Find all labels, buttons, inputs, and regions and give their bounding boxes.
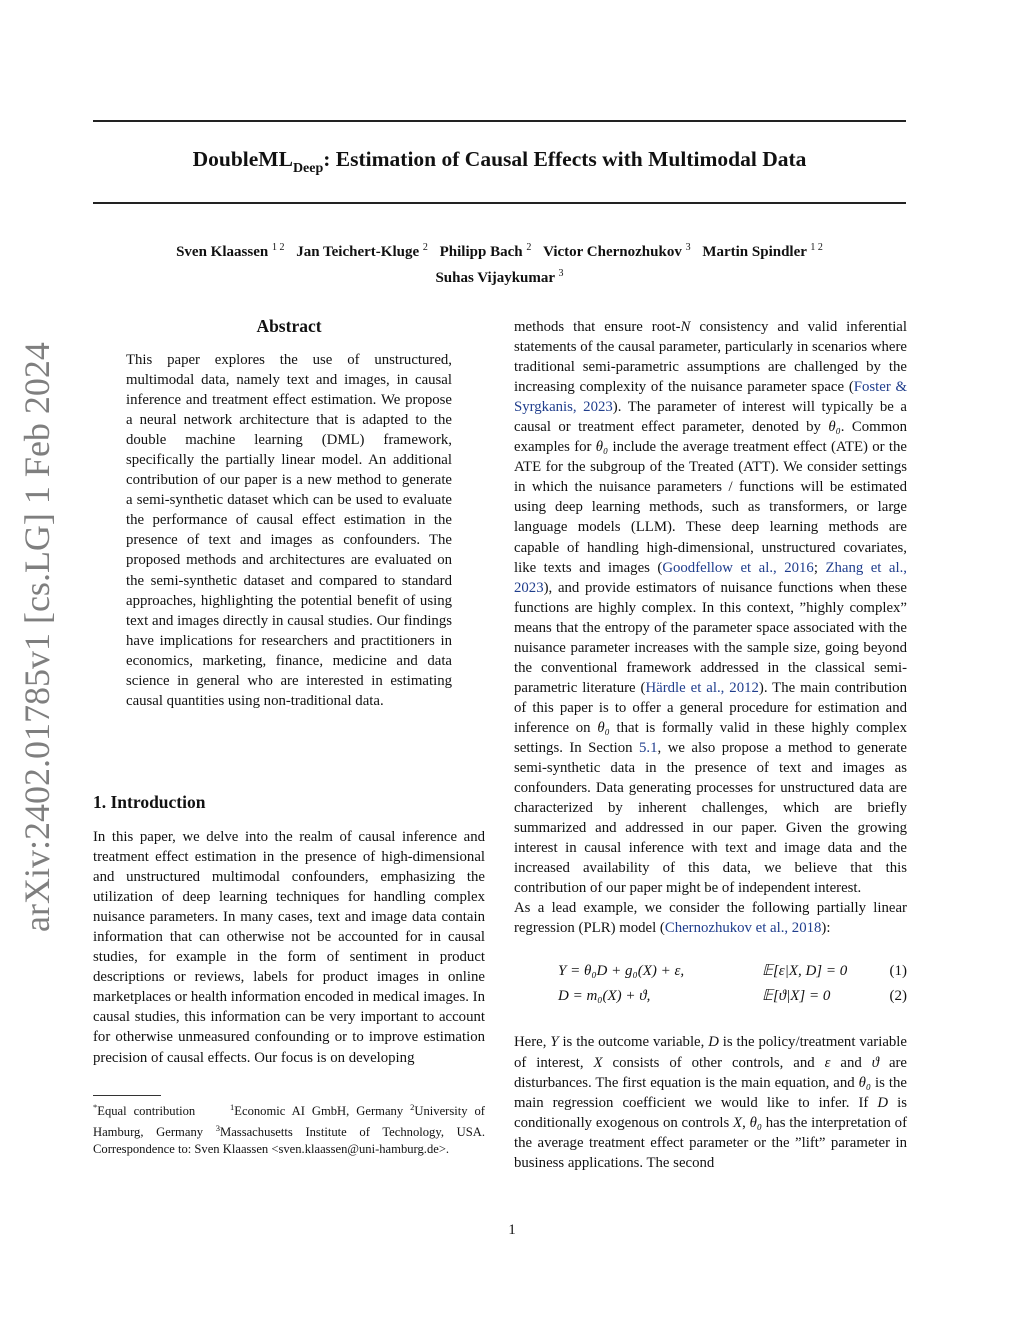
equation-row: Y = θ₀D + g₀(X) + ε, 𝔼[ε|X, D] = 0 (1) bbox=[558, 963, 907, 980]
paragraph: methods that ensure root-N consistency and valid inferential statements of the causal parameter, particularly in scenarios where traditional semi-parametric assumptions are challenged by the increasing complexity of the nuisance parameter space (Foster & Syrgkanis, 2023). The parameter of interest will typically be a causal or treatment effect parameter, denoted by θ₀. Common examples for θ₀ include the average treatment effect (ATE) or the ATE for the subgroup of the Treated (ATT). We consider settings in which the nuisance parameters / functions will be estimated using deep learning methods, such as transformers, or large language models (LLM). These deep learning methods are capable of handling high-dimensional, unstructured covariates, like texts and images (Goodfellow et al., 2016; Zhang et al., 2023), and provide estimators of nuisance functions when these functions are highly complex. In this context, ”highly complex” means that the entropy of the parameter space associated with the nuisance parameter increases with the sample size, going beyond the conventional framework addressed in the classical semi-parametric literature (Härdle et al., 2012). The main contribution of this paper is to offer a general procedure for estimation and inference on θ₀ that is formally valid in these highly complex settings. In Section 5.1, we also propose a method to generate semi-synthetic data in the presence of text and images as confounders. Data generating processes for unstructured data are characterized by inherent challenges, which are briefly summarized and addressed in our paper. Given the growing interest in causal inference with text and image data and the increased availability of this data, we believe that this contribution of our paper might be of independent interest. bbox=[514, 319, 908, 897]
title-rule-bottom bbox=[93, 202, 906, 204]
author: Suhas Vijaykumar $^3$ bbox=[435, 268, 564, 286]
title-rule-top bbox=[93, 120, 906, 122]
author-list bbox=[93, 237, 906, 289]
citation-link[interactable]: Goodfellow et al., 2016 bbox=[662, 559, 814, 576]
author: Philipp Bach $^2$ bbox=[439, 242, 532, 260]
right-column bbox=[514, 317, 907, 1173]
plr-equations bbox=[514, 959, 907, 1015]
author: Jan Teichert-Kluge $^2$ bbox=[296, 242, 428, 260]
arxiv-identifier-stamp: arXiv:2402.01785v1 [cs.LG] 1 Feb 2024 bbox=[17, 342, 57, 932]
affiliation-footnote: *Equal contribution $^1$Economic AI GmbH, Germany $^2$University of Hamburg, Germany $^3$Massachusetts Institute of Technology, USA. Correspondence to: Sven Klaassen <sven.klaassen@uni-hamburg.de>. bbox=[93, 1102, 486, 1156]
section-link[interactable]: 5.1 bbox=[639, 739, 658, 756]
author: Martin Spindler $^{1 2}$ bbox=[702, 242, 823, 260]
introduction-text: In this paper, we delve into the realm of causal inference and treatment effect estimation in the presence of high-dimensional and unstructured multimodal confounders, emphasizing the utilization of deep learning techniques for handling complex nuisance parameters. In many cases, text and image data contain information that can otherwise not be accounted for in causal studies, for example in the form of sentiment in product descriptions or reviews, labels for product images in online marketplaces or health information encoded in medical images. In causal studies, this information can be very important to account for otherwise unmeasured confounding or to improve estimation precision of causal effects. Our focus is on developing bbox=[93, 829, 485, 1066]
abstract-text: This paper explores the use of unstructured, multimodal data, namely text and images, in causal inference and treatment effect estimation. We propose a neural network architecture that is adapted to the double machine learning (DML) framework, specifically the partially linear model. An additional contribution of our paper is a new method to generate a semi-synthetic dataset which can be used to evaluate the performance of causal effect estimation in the presence of text and images as confounders. The proposed methods and architectures are evaluated on the semi-synthetic dataset and compared to standard approaches, highlighting the potential benefit of using text and images directly in causal studies. Our findings have implications for researchers and practitioners in economics, marketing, finance, medicine and data science in general who are interested in estimating causal quantities using non-traditional data. bbox=[126, 352, 452, 709]
correspondence-email[interactable]: <sven.klaassen@uni-hamburg.de>. bbox=[271, 1141, 450, 1156]
citation-link[interactable]: Zhang et al., 2023 bbox=[514, 559, 907, 596]
paper-title: DoubleML$_{Deep}$: Estimation of Causal Effects with Multimodal Data bbox=[192, 147, 807, 176]
citation-link[interactable]: Chernozhukov et al., 2018 bbox=[664, 920, 822, 937]
author: Victor Chernozhukov $^3$ bbox=[543, 242, 691, 260]
paragraph: Here, Y is the outcome variable, D is the policy/treatment variable of interest, X consists of other controls, and ε and ϑ are disturbances. The first equation is the main equation, and θ₀ is the main regression coefficient we would like to infer. If D is conditionally exogenous on controls X, θ₀ has the interpretation of the average treatment effect parameter or the ”lift” parameter in business applications. The second bbox=[514, 1034, 908, 1171]
citation-link[interactable]: Foster & Syrgkanis, 2023 bbox=[514, 379, 908, 416]
page-number: 1 bbox=[508, 1222, 516, 1238]
paragraph: As a lead example, we consider the following partially linear regression (PLR) model (Chernozhukov et al., 2018): bbox=[514, 900, 907, 937]
introduction-heading: 1. Introduction bbox=[93, 792, 206, 812]
abstract-heading: Abstract bbox=[256, 316, 322, 336]
citation-link[interactable]: Härdle et al., 2012 bbox=[645, 679, 759, 696]
author: Sven Klaassen $^{1 2}$ bbox=[176, 242, 285, 260]
equation-row: D = m₀(X) + ϑ, 𝔼[ϑ|X] = 0 (2) bbox=[558, 988, 907, 1005]
footnote-rule bbox=[93, 1095, 161, 1096]
